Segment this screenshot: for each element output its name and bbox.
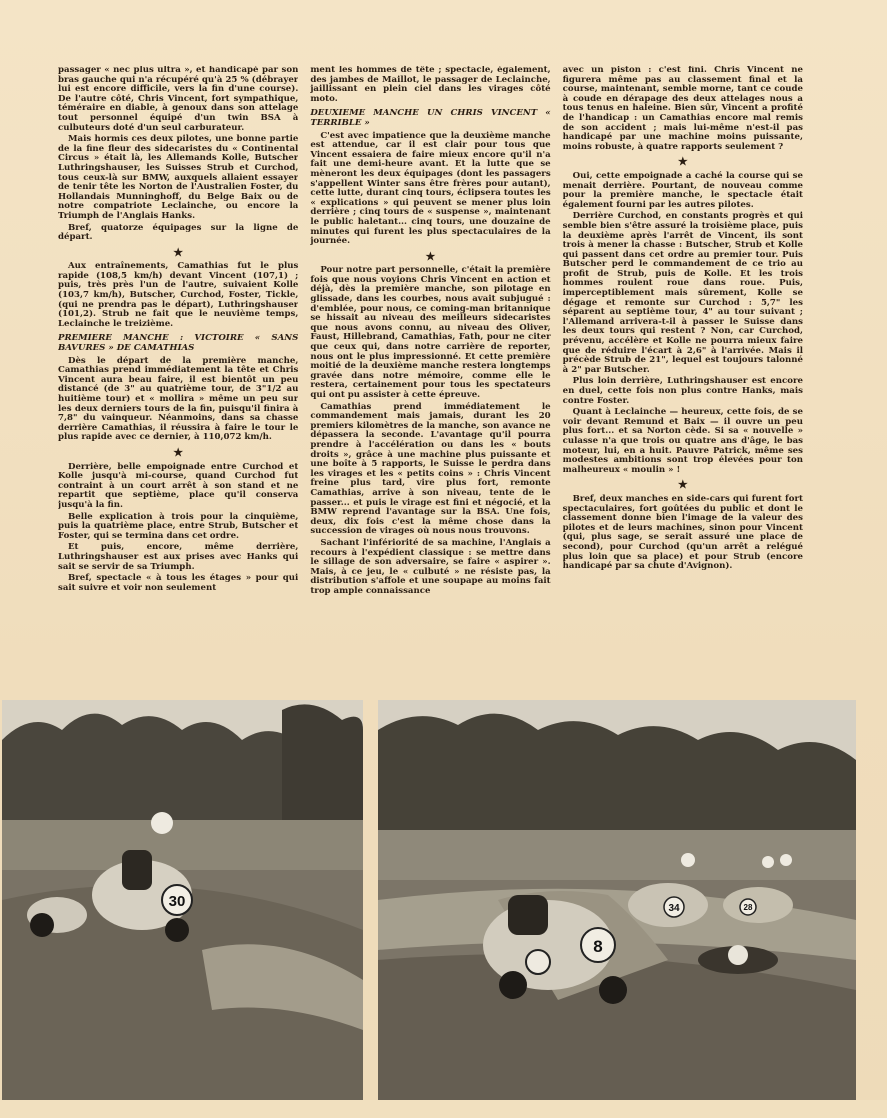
section-heading: DEUXIEME MANCHE UN CHRIS VINCENT « TERRIBLE » (310, 108, 551, 128)
star-separator: ★ (173, 245, 184, 259)
page-bottom-margin (0, 1100, 887, 1118)
paragraph: Bref, quatorze équipages sur la ligne de départ. (58, 222, 299, 243)
photo-strip (0, 700, 887, 1100)
paragraph: Mais hormis ces deux pilotes, une bonne partie de la fine fleur des sidecaristes du « Continental Circus » était là, les Allemands Kolle, Butscher Luthringshauser, les Suisses Strub et Curchod, tous ceux-là sur BMW, auxquels allaient essayer de tenir tête les Norton de l'Australien Foster, du Hollandais Munninghoff, du Belge Baix ou de notre compatriote Leclainche, ou encore la Triumph de l'Anglais Hanks. (58, 134, 299, 221)
paragraph: Camathias prend immédiatement le commandement mais jamais, durant les 20 premiers kilomètres de la manche, son avance ne dépassera la seconde. L'avantage qu'il pourra prendre à l'accélération ou dans les « bouts droits », grâce à une machine plus puissante et une boîte à 5 rapports, le Suisse le perdra dans les virages et les « petits coins » : Chris Vincent freine plus tard, vire plus fort, remonte Camathias, arrive à son niveau, tente de le passer... et puis le virage est fini et négocié, et la BMW reprend l'avantage sur la BSA. Une fois, deux, dix fois c'est la même chose dans la succession de virages où nous nous trouvons. (310, 401, 551, 537)
article-column-3 (563, 66, 803, 696)
photo-sidecar-30 (2, 700, 363, 1100)
paragraph: Sachant l'infériorité de sa machine, l'Anglais a recours à l'expédient classique : se mettre dans le sillage de son adversaire, se faire « aspirer ». Mais, à ce jeu, le « culbuté » ne résiste pas, la distribution s'affole et une soupape au moins fait trop ample connaissance (310, 537, 551, 596)
photo-sidecars-race (378, 700, 856, 1100)
photo-right-illustration (378, 700, 856, 1100)
section-heading: PREMIERE MANCHE : VICTOIRE « SANS BAVURES » DE CAMATHIAS (58, 333, 299, 354)
article-columns (58, 66, 803, 696)
star-separator: ★ (425, 249, 436, 263)
paragraph: Oui, cette empoignade a caché la course qui se menait derrière. Pourtant, de nouveau comme pour la première manche, le spectacle était également fourni par les autres pilotes. (562, 170, 803, 210)
paragraph: Aux entraînements, Camathias fut le plus rapide (108,5 km/h) devant Vincent (107,1) ; puis, très près l'un de l'autre, suivaient Kolle (103,7 km/h), Butscher, Curchod, Foster, Tickle, (qui ne prendra pas le départ), Luthringshauser (101,2). Strub ne fait que le neuvième temps, Leclainche le treizième. (58, 261, 299, 329)
paragraph: C'est avec impatience que la deuxième manche est attendue, car il est clair pour tous que Vincent essaiera de faire mieux encore qu'il n'a fait une demi-heure avant. Et la lutte que se mèneront les deux équipages (dont les passagers s'appellent Winter sans être frères pour autant), cette lutte, durant cinq tours, éclipsera toutes les « explications » qui peuvent se mener plus loin derrière ; cinq tours de « suspense », maintenant le public haletant... cinq tours, une douzaine de minutes qui furent les plus spectaculaires de la journée. (310, 130, 551, 247)
paragraph: Dès le départ de la première manche, Camathias prend immédiatement la tête et Chris Vincent aura beau faire, il est bientôt un peu distancé (de 3" au quatrième tour, de 3"1/2 au huitième tour) et « mollira » même un peu sur les deux derniers tours de la fin, puisqu'il finira à 7,8" du vainqueur. Néanmoins, dans sa chasse derrière Camathias, il réussira à faire le tour le plus rapide avec ce dernier, à 110,072 km/h. (58, 355, 299, 443)
paragraph: passager « nec plus ultra », et handicapé par son bras gauche qui n'a récupéré qu'à 25 % (débrayer lui est encore difficile, vers la fin d'une course). De l'autre côté, Chris Vincent, fort sympathique, téméraire en diable, à genoux dans son attelage tout personnel équipé d'un twin BSA à culbuteurs doté d'un seul carburateur. (58, 66, 299, 133)
paragraph: Belle explication à trois pour la cinquième, puis la quatrième place, entre Strub, Butscher et Foster, qui se termina dans cet ordre. (58, 511, 299, 541)
paragraph: ment les hommes de tête ; spectacle, également, des jambes de Maillot, le passager de Leclainche, jaillissant en plein ciel dans les virages côté moto. (310, 66, 551, 104)
star-separator: ★ (173, 445, 184, 459)
racing-number: 28 (743, 903, 753, 912)
article-column-2 (310, 66, 550, 696)
paragraph: Derrière, belle empoignade entre Curchod et Kolle jusqu'à mi-course, quand Curchod fut contraint à un court arrêt à son stand et ne repartit que septième, place qu'il conserva jusqu'à la fin. (58, 461, 299, 510)
paragraph: Et puis, encore, même derrière, Luthringshauser est aux prises avec Hanks qui sait se servir de sa Triumph. (58, 542, 299, 572)
paragraph: Quant à Leclainche — heureux, cette fois, de se voir devant Remund et Baix — il ouvre un peu plus fort... et sa Norton cède. Si sa « nouvelle » culasse n'a que trois ou quatre ans d'âge, le bas moteur, lui, en a huit. Pauvre Patrick, même ses modestes ambitions sont trop élevées pour ton malheureux « moulin » ! (562, 407, 803, 475)
paragraph: avec un piston : c'est fini. Chris Vincent ne figurera même pas au classement final et la course, maintenant, semble morne, tant ce coude à coude en dérapage des deux attelages nous a tous tenus en haleine. Bien sûr, Vincent a profité de l'handicap : un Camathias encore mal remis de son accident ; mais lui-même n'est-il pas handicapé par une machine moins puissante, moins robuste, à quatre rapports seulement ? (562, 66, 803, 152)
star-separator: ★ (677, 478, 688, 492)
paragraph: Bref, deux manches en side-cars qui furent fort spectaculaires, fort goûtées du public et dont le classement donne bien l'image de la valeur des pilotes et de leurs machines, sinon pour Vincent (qui, plus sage, se serait assuré une place de second), pour Curchod (qu'un arrêt a relégué plus loin que sa place) et pour Strub (encore handicapé par sa chute d'Avignon). (562, 493, 803, 572)
star-separator: ★ (677, 155, 688, 169)
racing-number: 34 (668, 903, 680, 914)
paragraph: Derrière Curchod, en constants progrès et qui semble bien s'être assuré la troisième place, puis la deuxième après l'arrêt de Vincent, ils sont trois à mener la chasse : Butscher, Strub et Kolle qui passent dans cet ordre au premier tour. Puis Butscher perd le commandement de ce trio au profit de Strub, puis de Kolle. Et les trois hommes roulent roue dans roue. Puis, imperceptiblement mais sûrement, Kolle se dégage et remonte sur Curchod : 5,7" les séparent au septième tour, 4" au tour suivant ; l'Allemand arrivera-t-il à passer le Suisse dans les deux tours qui restent ? Non, car Curchod, prévenu, accélère et Kolle ne pourra mieux faire que de réduire l'écart à 2,6" à l'arrivée. Mais il précède Strub de 21", lequel est toujours talonné à 2" par Butscher. (562, 211, 803, 375)
paragraph: Bref, spectacle « à tous les étages » pour qui sait suivre et voir non seulement (58, 573, 299, 593)
paragraph: Pour notre part personnelle, c'était la première fois que nous voyions Chris Vincent en action et déjà, dès la première manche, son pilotage en glissade, dans les courbes, nous avait subjugué : d'emblée, pour nous, ce coming-man britannique se hissait au niveau des meilleurs sidecaristes que nous avons connu, au niveau des Oliver, Faust, Hillebrand, Camathias, Fath, pour ne citer que ceux qui, dans notre carrière de reporter, nous ont le plus impressionné. Et cette première moitié de la deuxième manche restera longtemps gravée dans notre mémoire, comme elle le restera, certainement pour tous les spectateurs qui ont pu assister à cette épreuve. (310, 265, 551, 400)
racing-number: 8 (593, 937, 603, 956)
racing-number: 30 (168, 893, 186, 910)
photo-left-illustration (2, 700, 363, 1100)
article-column-1 (58, 66, 298, 696)
paragraph: Plus loin derrière, Luthringshauser est encore en duel, cette fois non plus contre Hanks, mais contre Foster. (562, 376, 803, 406)
